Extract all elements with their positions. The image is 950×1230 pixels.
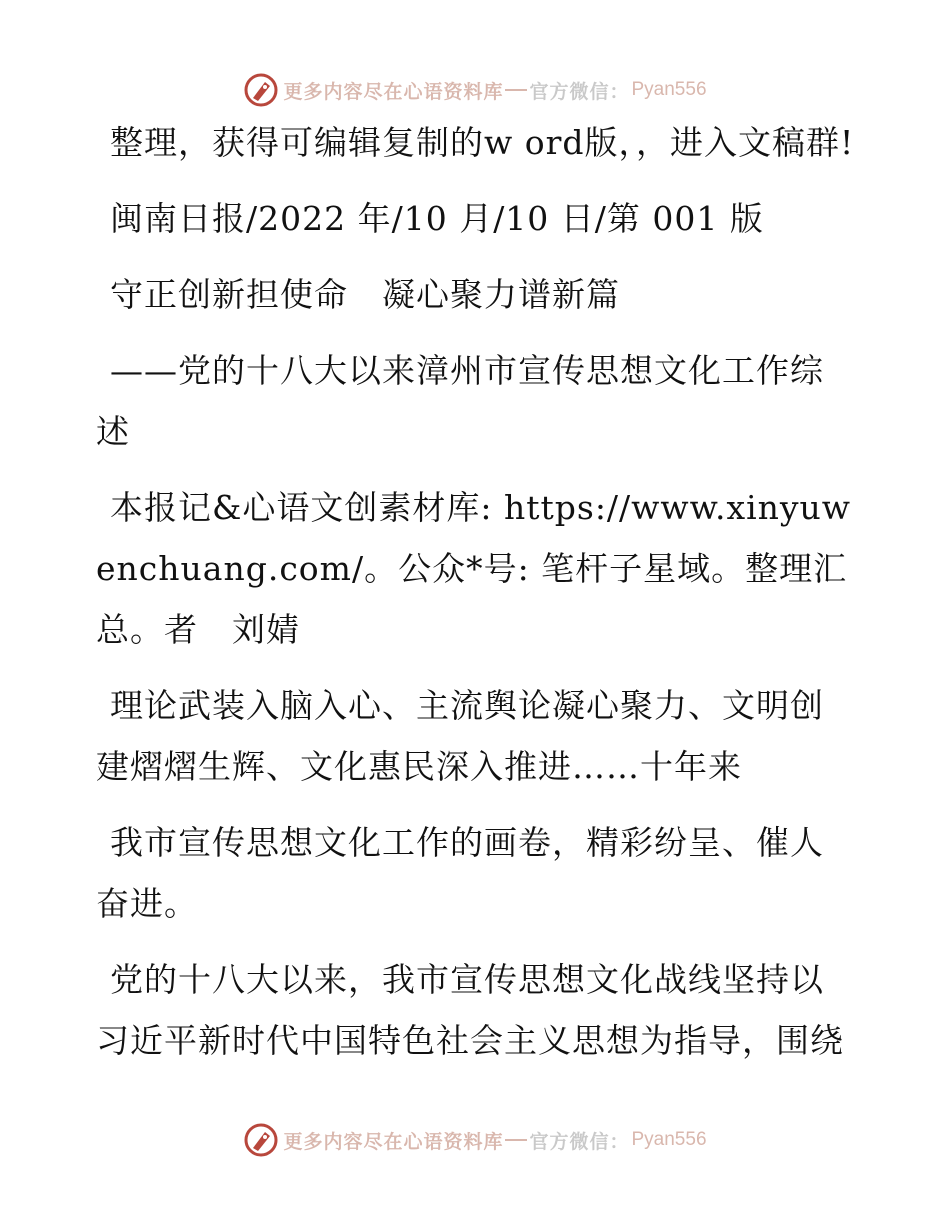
document-body <box>96 112 856 1086</box>
watermark-header <box>0 70 950 110</box>
watermark-brand: 更多内容尽在心语资料库 <box>283 80 504 103</box>
paragraph-body-1: 理论武装入脑入心、主流舆论凝心聚力、文明创建熠熠生辉、文化惠民深入推进……十年来 <box>96 686 824 786</box>
paragraph-byline: 本报记&心语文创素材库: https://www.xinyuwenchuang.com/。公众*号: 笔杆子星域。整理汇总。者 刘婧 <box>96 488 852 649</box>
pen-nib-circle-icon <box>243 1122 279 1158</box>
article-title: 守正创新担使命 凝心聚力谱新篇 <box>110 275 620 314</box>
paragraph-source: 闽南日报/2022 年/10 月/10 日/第 001 版 <box>110 199 764 238</box>
watermark-dash <box>505 1139 527 1141</box>
paragraph-body-2: 我市宣传思想文化工作的画卷，精彩纷呈、催人奋进。 <box>96 823 824 923</box>
pen-nib-circle-icon <box>243 72 279 108</box>
watermark-brand: 更多内容尽在心语资料库 <box>283 1130 504 1153</box>
watermark-label: 官方微信： <box>529 80 630 103</box>
article-subtitle: ——党的十八大以来漳州市宣传思想文化工作综述 <box>96 351 824 451</box>
watermark-id: Pyan556 <box>631 79 707 100</box>
paragraph-body-3: 党的十八大以来，我市宣传思想文化战线坚持以习近平新时代中国特色社会主义思想为指导，围绕 <box>96 960 844 1060</box>
watermark-label: 官方微信： <box>529 1130 630 1153</box>
watermark-id: Pyan556 <box>631 1129 707 1150</box>
watermark-dash <box>505 89 527 91</box>
watermark-footer <box>0 1120 950 1160</box>
paragraph-intro: 整理，获得可编辑复制的w ord版，，进入文稿群! <box>110 123 855 162</box>
